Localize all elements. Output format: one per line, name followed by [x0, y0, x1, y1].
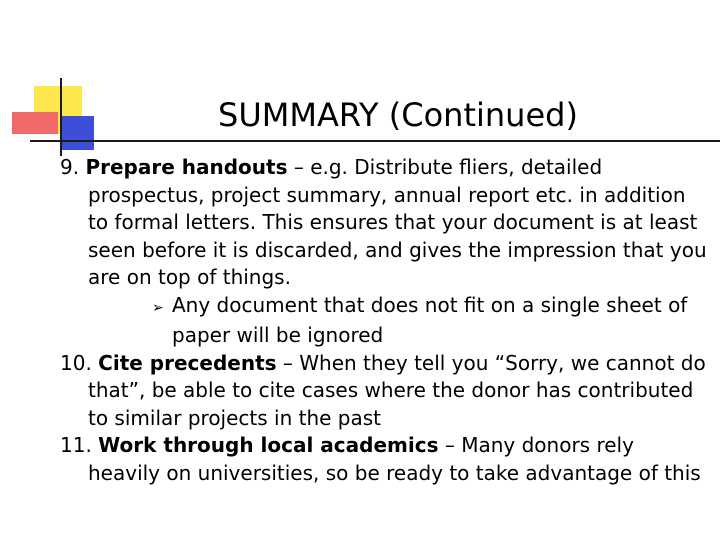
sub-bullet-item	[152, 292, 710, 350]
sub-bullet-text: Any document that does not fit on a single sheet of paper will be ignored	[172, 292, 688, 347]
item-text: – When they tell you “Sorry, we cannot do that”, be able to cite cases where the donor has contributed to similar projects in the past	[88, 350, 706, 430]
decor-red-bar	[12, 112, 58, 134]
arrow-bullet-icon: ➢	[152, 299, 164, 316]
slide-title: SUMMARY (Continued)	[218, 96, 578, 134]
list-item-10	[60, 350, 710, 433]
item-text: – e.g. Distribute fliers, detailed prospectus, project summary, annual report etc. in addition to formal letters. This ensures that your document is at least seen before it is discarded, and gives the impression that you are on top of things.	[88, 155, 707, 289]
item-number: 9.	[60, 155, 80, 179]
item-heading: Prepare handouts	[85, 155, 288, 179]
title-divider-line	[30, 140, 720, 142]
decor-blue-square	[60, 116, 94, 150]
decor-vertical-line	[60, 78, 62, 156]
slide-body	[60, 154, 710, 487]
list-item-9	[60, 154, 710, 292]
item-text: – Many donors rely heavily on universities, so be ready to take advantage of this	[88, 433, 701, 485]
item-heading: Cite precedents	[98, 350, 277, 375]
item-number: 11.	[60, 433, 92, 457]
list-item-11	[60, 432, 710, 487]
item-number: 10.	[60, 350, 92, 375]
item-heading: Work through local academics	[98, 433, 439, 457]
